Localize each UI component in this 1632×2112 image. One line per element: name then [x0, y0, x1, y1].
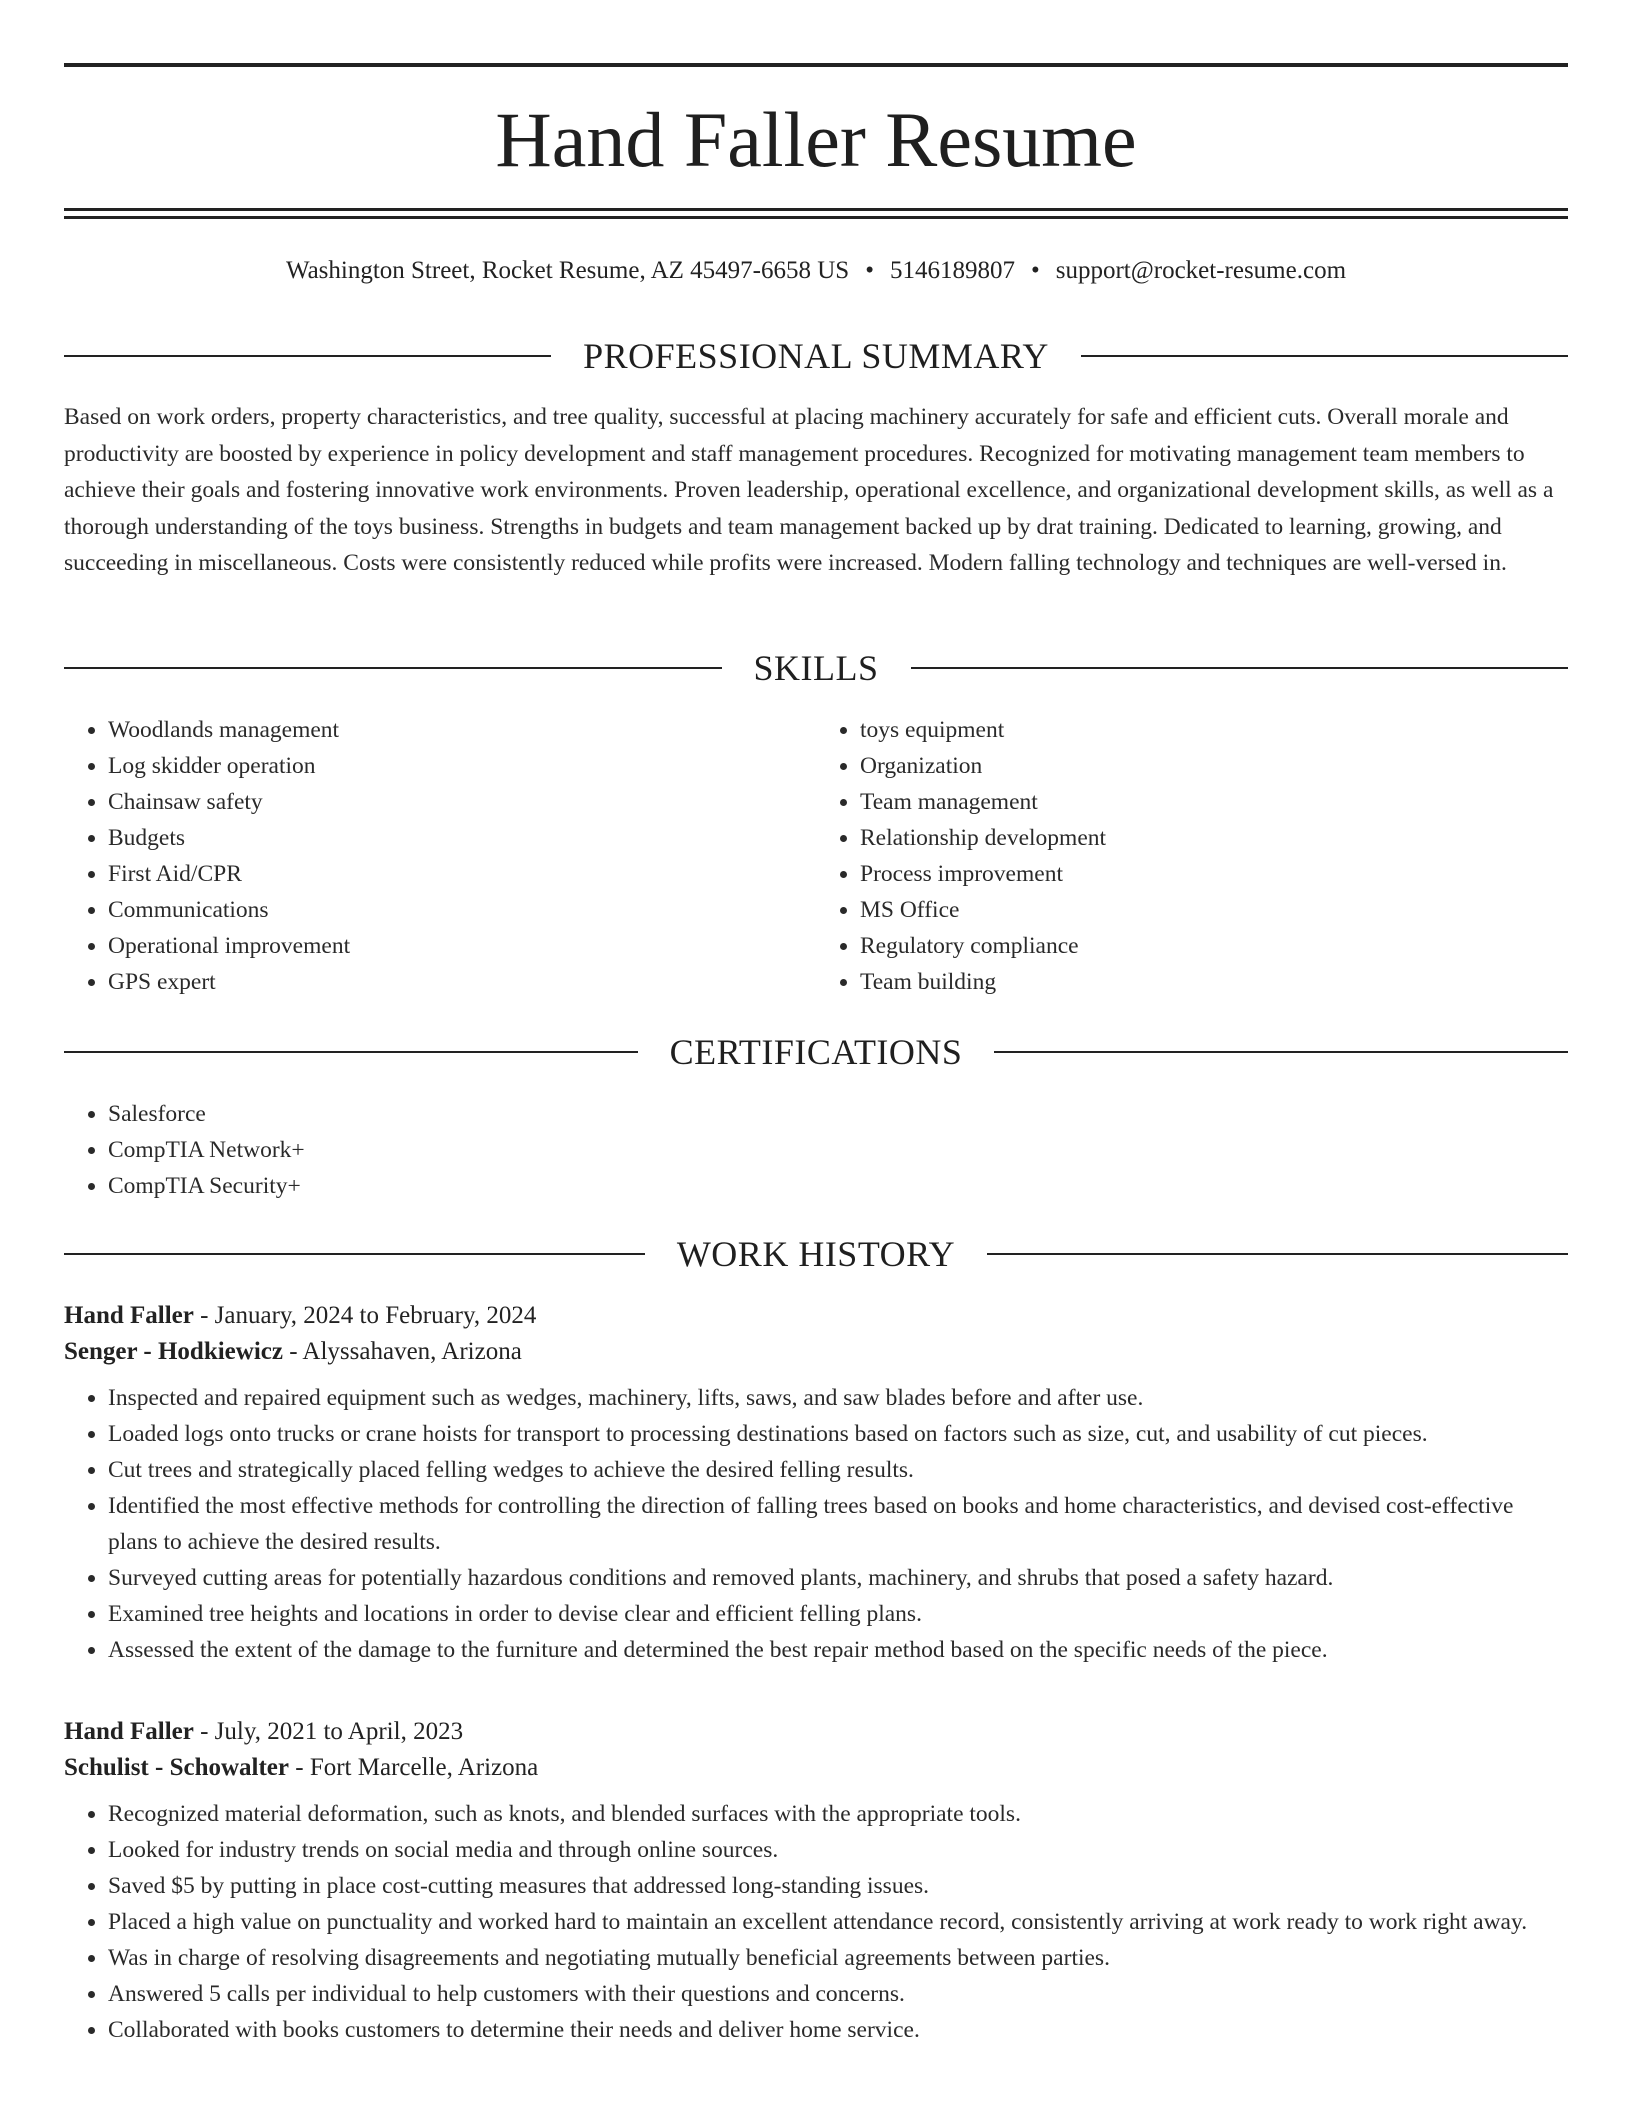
- section-rule: [987, 1253, 1568, 1255]
- list-item: • Identified the most effective methods for controlling the direction of falling trees based on books and home characteristics, and devised cost-effective plans to achieve the desired results.: [108, 1488, 1568, 1560]
- section-title-skills: SKILLS: [753, 648, 879, 688]
- list-item: • Was in charge of resolving disagreements and negotiating mutually beneficial agreements between parties.: [108, 1940, 1568, 1976]
- job-dates: - July, 2021 to April, 2023: [193, 1718, 464, 1745]
- summary-text: Based on work orders, property characteristics, and tree quality, successful at placing machinery accurately for safe and efficient cuts. Overall morale and productivity are boosted by experience in policy development and staff management procedures. Recognized for motivating management team members to achieve their goals and fostering innovative work environments. Proven leadership, operational excellence, and organizational development skills, as well as a thorough understanding of the toys business. Strengths in budgets and team management backed up by drat training. Dedicated to learning, growing, and succeeding in miscellaneous. Costs were consistently reduced while profits were increased. Modern falling technology and techniques are well-versed in.: [64, 404, 1554, 576]
- title-rule-upper: [64, 208, 1568, 211]
- list-item: • Answered 5 calls per individual to help customers with their questions and concerns.: [108, 1976, 1568, 2012]
- job-bullets: [64, 1796, 1568, 2048]
- job-company-line: [64, 1750, 1568, 1786]
- list-item: • Chainsaw safety: [108, 784, 816, 820]
- section-header-work-history: [64, 1232, 1568, 1276]
- list-item: • Relationship development: [860, 820, 1568, 856]
- section-rule: [64, 667, 722, 669]
- list-item: • Cut trees and strategically placed felling wedges to achieve the desired felling results.: [108, 1452, 1568, 1488]
- job-company: Senger - Hodkiewicz: [64, 1338, 283, 1365]
- job-entry: [64, 1298, 1568, 1668]
- skills-list-right: [816, 712, 1568, 1000]
- skills-list-left: [64, 712, 816, 1000]
- job-dates: - January, 2024 to February, 2024: [193, 1302, 537, 1329]
- list-item: • Placed a high value on punctuality and worked hard to maintain an excellent attendance record, consistently arriving at work ready to work right away.: [108, 1904, 1568, 1940]
- contact-separator: •: [1030, 257, 1040, 284]
- section-header-skills: [64, 646, 1568, 690]
- section-rule: [994, 1051, 1568, 1053]
- list-item: • Woodlands management: [108, 712, 816, 748]
- section-title-certifications: CERTIFICATIONS: [669, 1032, 963, 1072]
- contact-address: Washington Street, Rocket Resume, AZ 45497-6658 US: [285, 257, 850, 284]
- list-item: • Collaborated with books customers to determine their needs and deliver home service.: [108, 2012, 1568, 2048]
- section-header-certifications: [64, 1030, 1568, 1074]
- list-item: • Budgets: [108, 820, 816, 856]
- list-item: • Examined tree heights and locations in order to devise clear and efficient felling plans.: [108, 1596, 1568, 1632]
- list-item: • MS Office: [860, 892, 1568, 928]
- list-item: • First Aid/CPR: [108, 856, 816, 892]
- job-bullets: [64, 1380, 1568, 1668]
- list-item: • GPS expert: [108, 964, 816, 1000]
- list-item: • CompTIA Network+: [108, 1132, 1568, 1168]
- certifications-list: [64, 1096, 1568, 1204]
- title-rule-lower: [64, 216, 1568, 219]
- contact-email: support@rocket-resume.com: [1055, 257, 1347, 284]
- job-location: - Fort Marcelle, Arizona: [289, 1754, 539, 1781]
- section-rule: [1081, 355, 1568, 357]
- list-item: • Salesforce: [108, 1096, 1568, 1132]
- section-title-summary: PROFESSIONAL SUMMARY: [583, 336, 1049, 376]
- skills-column-right: [816, 712, 1568, 1000]
- section-rule: [64, 1253, 645, 1255]
- list-item: • Looked for industry trends on social media and through online sources.: [108, 1832, 1568, 1868]
- list-item: • Assessed the extent of the damage to the furniture and determined the best repair method based on the specific needs of the piece.: [108, 1632, 1568, 1668]
- list-item: • Surveyed cutting areas for potentially hazardous conditions and removed plants, machinery, and shrubs that posed a safety hazard.: [108, 1560, 1568, 1596]
- list-item: • Log skidder operation: [108, 748, 816, 784]
- section-header-summary: [64, 334, 1568, 378]
- job-title-line: [64, 1298, 1568, 1334]
- job-location: - Alyssahaven, Arizona: [282, 1338, 522, 1365]
- list-item: • Organization: [860, 748, 1568, 784]
- page-title: Hand Faller Resume: [495, 96, 1137, 183]
- section-rule: [64, 1051, 638, 1053]
- job-company-line: [64, 1334, 1568, 1370]
- contact-line: [64, 254, 1568, 288]
- list-item: • CompTIA Security+: [108, 1168, 1568, 1204]
- list-item: • Team building: [860, 964, 1568, 1000]
- list-item: • Operational improvement: [108, 928, 816, 964]
- job-company: Schulist - Schowalter: [64, 1754, 289, 1781]
- job-title-line: [64, 1714, 1568, 1750]
- job-title: Hand Faller: [64, 1718, 194, 1745]
- list-item: • Team management: [860, 784, 1568, 820]
- list-item: • Communications: [108, 892, 816, 928]
- list-item: • toys equipment: [860, 712, 1568, 748]
- list-item: • Recognized material deformation, such as knots, and blended surfaces with the appropriate tools.: [108, 1796, 1568, 1832]
- list-item: • Saved $5 by putting in place cost-cutting measures that addressed long-standing issues.: [108, 1868, 1568, 1904]
- skills-column-left: [64, 712, 816, 1000]
- job-title: Hand Faller: [64, 1302, 194, 1329]
- skills-grid: [64, 712, 1568, 1000]
- top-rule: [64, 63, 1568, 67]
- list-item: • Inspected and repaired equipment such as wedges, machinery, lifts, saws, and saw blades before and after use.: [108, 1380, 1568, 1416]
- section-rule: [64, 355, 551, 357]
- section-rule: [911, 667, 1569, 669]
- list-item: • Loaded logs onto trucks or crane hoists for transport to processing destinations based on factors such as size, cut, and usability of cut pieces.: [108, 1416, 1568, 1452]
- certifications: [64, 1096, 1568, 1204]
- contact-separator: •: [865, 257, 874, 284]
- list-item: • Process improvement: [860, 856, 1568, 892]
- list-item: • Regulatory compliance: [860, 928, 1568, 964]
- contact-phone: 5146189807: [889, 257, 1015, 284]
- section-title-work-history: WORK HISTORY: [676, 1234, 956, 1274]
- job-entry: [64, 1714, 1568, 2048]
